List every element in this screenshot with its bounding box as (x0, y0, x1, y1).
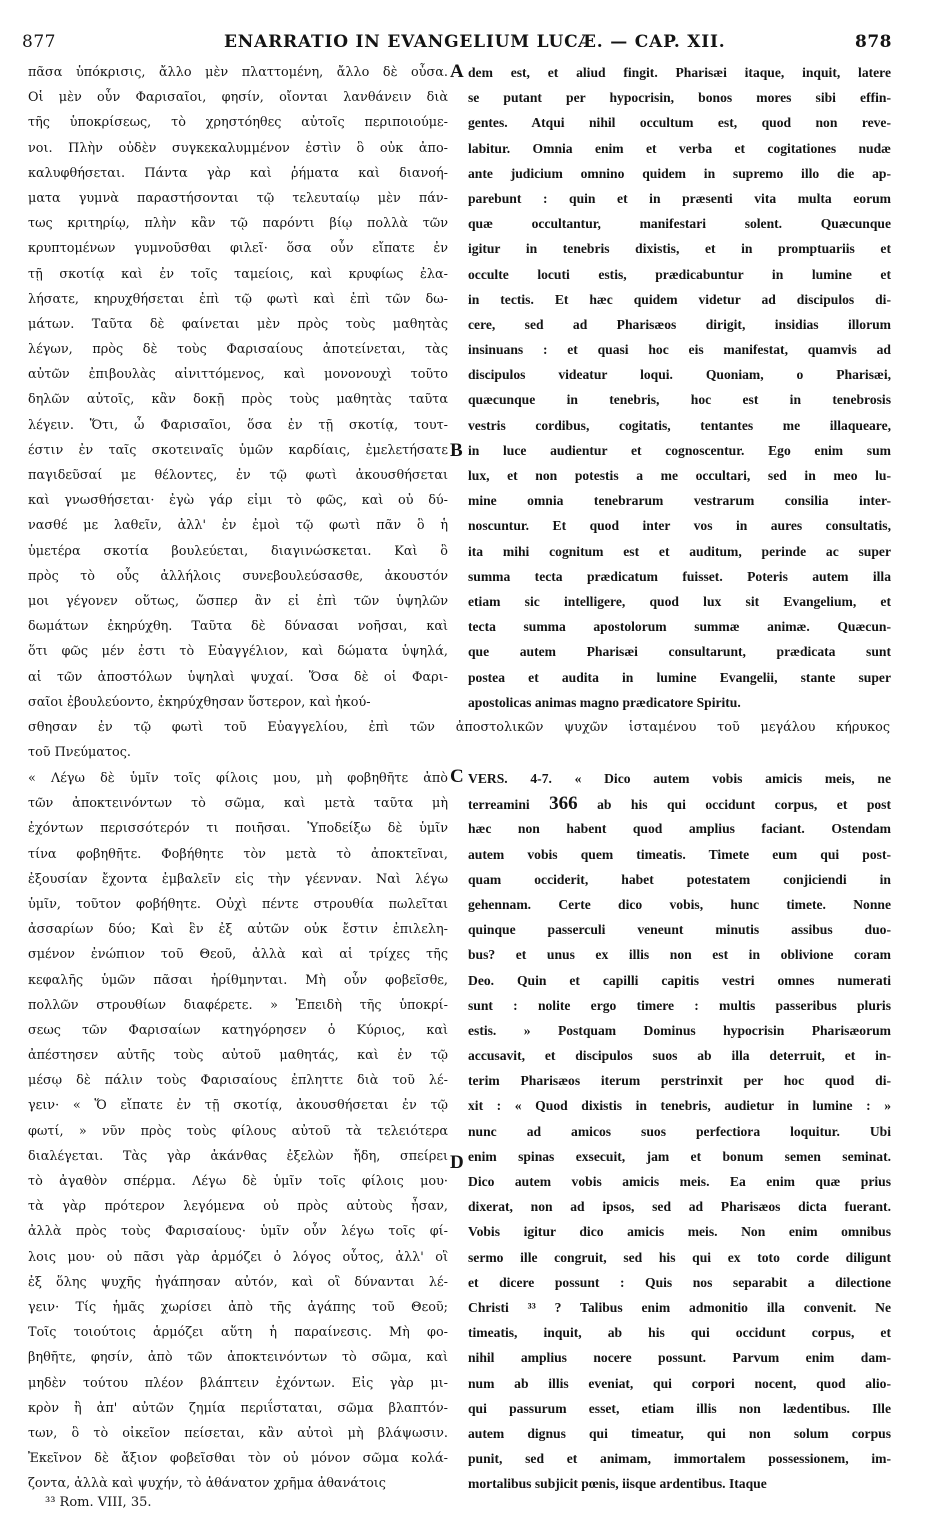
latin-top-line: insinuans : et quasi hoc eis manifestat, quamvis ad (468, 342, 891, 358)
greek-bottom-line: μέσῳ δὲ πάλιν τοὺς Φαρισαίους ἐπληττε διὰ τοῦ λέ- (28, 1073, 448, 1089)
greek-top-line: λήσατε, κηρυχθήσεται ἐπὶ τῷ φωτὶ καὶ ἐπὶ τῶν δω- (28, 291, 448, 307)
greek-bottom-line: ἐχόντων περισσότερόν τι ποιῆσαι. Ὑποδείξω δὲ ὑμῖν (28, 821, 448, 837)
inline-page-number: 366 (549, 793, 578, 815)
greek-top-line: Οἱ μὲν οὖν Φαρισαῖοι, φησίν, οἴονται λανθάνειν διὰ (28, 90, 448, 106)
latin-top-line: discipulos videatur loqui. Quoniam, o Pharisæi, (468, 367, 891, 383)
section-marker-b: B (450, 440, 463, 461)
latin-bottom-line: nihil amplius nocere possunt. Parvum enim dam- (468, 1350, 891, 1366)
latin-top-line: ita mihi cognitum est et auditum, perinde ac super (468, 543, 891, 559)
greek-top-line: λέγειν. Ὅτι, ὦ Φαρισαῖοι, ὅσα ἐν τῇ σκοτίᾳ, τουτ- (28, 417, 448, 433)
greek-bottom-line: τὸ ἀγαθὸν σπέρμα. Λέγω δὲ ὑμῖν τοῖς φίλοις μου· (28, 1174, 448, 1189)
greek-fullwidth (28, 715, 890, 765)
latin-top-line: tecta summa apostolorum summæ animæ. Quæcun- (468, 619, 891, 635)
greek-top-line: κρυπτομένων γυμνοῦσθαι φιλεῖ· ὅσα οὖν εἴπατε ἐν (28, 241, 448, 257)
greek-top-line: καλυφθήσεται. Πάντα γὰρ καὶ ῥήματα καὶ διανοή- (28, 165, 448, 181)
footnote: ³³ Rom. VIII, 35. (45, 1495, 152, 1510)
latin-bottom-line: sermo ille congruit, sed his qui ex toto corde diligunt (468, 1249, 891, 1265)
latin-bottom-line: sunt : nolite ergo timere : multis passeribus pluris (468, 997, 891, 1013)
latin-column-top (468, 60, 891, 715)
greek-top-line: νασθέ με λαθεῖν, ἀλλ' ἐν ἐμοὶ τῷ φωτὶ πᾶν ὃ ἡ (28, 518, 448, 534)
latin-bottom-line: quinque passerculi veneunt minutis assibus duo- (468, 922, 891, 938)
latin-bottom-line: bus? et unus ex illis non est in oblivione coram (468, 947, 891, 963)
greek-top-line: μοι γέγονεν οὕτως, ὥσπερ ἂν εἰ ἐπὶ τῶν ὑψηλῶν (28, 593, 448, 609)
latin-top-line: igitur in tenebris dixistis, et in promptuariis et (468, 241, 891, 257)
greek-top-line: λέγων, πρὸς δὲ τοὺς Φαρισαίους ἀποτείνεται, τὰς (28, 342, 448, 358)
latin-bottom-line: gehennam. Certe dico vobis, hunc timete. Nonne (468, 896, 891, 912)
latin-bottom-line: nunc ad amicos suos perfectiora loquitur. Ubi (468, 1123, 891, 1139)
latin-bottom-line: enim spinas exsecuit, jam et bonum semen seminat. (468, 1148, 891, 1164)
greek-top-line: τως κριτηρίῳ, πλὴν κἂν τῷ παρόντι βίῳ πολλὰ τῶν (28, 216, 448, 232)
greek-bottom-line: « Λέγω δὲ ὑμῖν τοῖς φίλοις μου, μὴ φοβηθῆτε ἀπὸ (28, 771, 448, 786)
greek-top-line: αἱ τῶν ἀποστόλων ὑψηλαὶ ψυχαί. Ὅσα δὲ οἱ Φαρι- (28, 669, 448, 685)
greek-bottom-line: τίνα φοβηθῆτε. Φοβήθητε τὸν μετὰ τὸ ἀποκτεῖναι, (28, 846, 448, 862)
latin-bottom-line: mortalibus subjicit pœnis, iisque ardentibus. Itaque (468, 1476, 767, 1492)
greek-bottom-line: ἀπέστησεν αὐτῆς τοὺς αὐτοῦ μαθητάς, καὶ ἐν τῷ (28, 1048, 448, 1064)
greek-bottom-line: τὰ γὰρ πρότερον λεγόμενα οὐ πρὸς αὐτοὺς ἦσαν, (28, 1199, 448, 1215)
greek-bottom-line: των, ὃ τὸ οἰκεῖον πείσεται, κἂν αὐτοὶ μὴ βλάψωσιν. (28, 1425, 448, 1441)
running-title: ENARRATIO IN EVANGELIUM LUCÆ. — CAP. XII. (224, 32, 726, 52)
latin-bottom-line: Dico autem vobis amicis meis. Ea enim quæ prius (468, 1174, 891, 1189)
latin-bottom-line: quam occiderit, habet potestatem conjiciendi in (468, 871, 891, 887)
latin-top-line: occulte locuti estis, prædicabuntur in lumine et (468, 266, 891, 282)
greek-bottom-line: ὑμῖν, τοῦτον φοβήθητε. Οὐχὶ πέντε στρουθία πωλεῖται (28, 896, 448, 912)
greek-top-line: δωμάτων ἐκηρύχθη. Ταῦτα δὲ δύνασαι νοῆσαι, καὶ (28, 619, 448, 635)
latin-bottom-line: timeatis, inquit, ab his qui occidunt corpus, et (468, 1325, 891, 1341)
greek-bottom-line: κρὸν ἢ ἀπ' αὐτῶν ζημία περιΐσταται, σῶμα βλαπτόν- (28, 1400, 448, 1416)
latin-top-line: vestris cordibus, cogitatis, tentantes me illaqueare, (468, 417, 891, 433)
section-marker-a: A (450, 61, 464, 82)
greek-bottom-line: ἀλλὰ πρὸς τοὺς Φαρισαίους· ὑμῖν οὖν λέγω τοῖς φί- (28, 1224, 448, 1240)
running-header (22, 32, 892, 58)
latin-bottom-line: accusavit, et discipulos suos ab illa deterruit, et in- (468, 1048, 891, 1064)
latin-top-line: etiam sic intelligere, quod lux sit Evangelium, et (468, 593, 891, 609)
latin-bottom-line: et dicere possunt : Quis nos separabit a dilectione (468, 1274, 891, 1290)
greek-top-line: ὑμετέρα σκοτία βουλεύεται, διαγινώσκεται. Καὶ ὃ (28, 543, 448, 559)
greek-fullwidth-line-2: τοῦ Πνεύματος. (28, 745, 131, 761)
latin-top-line: quæcunque in tenebris, hoc est in tenebrosis (468, 392, 891, 408)
latin-bottom-line: num ab illis eveniat, qui corpori nocent, quod alio- (468, 1375, 891, 1391)
greek-top-line: ὅτι φῶς μέν ἐστι τὸ Εὐαγγέλιον, καὶ δώματα ὑψηλά, (28, 644, 448, 660)
latin-bottom-line: Christi ³³ ? Talibus enim admonitio illa convenit. Ne (468, 1299, 891, 1315)
greek-column-top (28, 60, 448, 715)
latin-top-line: parebunt : quin et in præsenti vita multa eorum (468, 190, 891, 206)
greek-bottom-line: ἐξ ὅλης ψυχῆς ἠγάπησαν αὐτόν, καὶ οἳ δύνανται λέ- (28, 1274, 448, 1290)
greek-top-line: μάτων. Ταῦτα δὲ φαίνεται μὲν πρὸς τοὺς μαθητὰς (28, 316, 448, 332)
greek-bottom-line: βηθῆτε, φησίν, ἀπὸ τῶν ἀποκτεινόντων τὸ σῶμα, καὶ (28, 1350, 448, 1366)
greek-top-line: καὶ γνωσθήσεται· ἐγὼ γάρ εἰμι τὸ φῶς, καὶ οὐ δύ- (28, 493, 448, 509)
latin-bottom-line: dixerat, non ad ipsos, sed ad Pharisæos dicta fuerant. (468, 1199, 891, 1215)
latin-top-line: apostolicas animas magno prædicatore Spiritu. (468, 694, 741, 710)
greek-bottom-line: φωτί, » νῦν πρὸς τοὺς φίλους αὐτοῦ τὰ τελειότερα (28, 1123, 448, 1139)
greek-bottom-line: Τοῖς τοιούτοις ἁρμόζει αὕτη ἡ παραίνεσις. Μὴ φο- (28, 1325, 448, 1341)
greek-bottom-line: ζοντα, ἀλλὰ καὶ ψυχήν, τὸ ἀθάνατον χρῆμα ἀθανάτοις (28, 1476, 386, 1492)
latin-column-bottom (468, 766, 891, 1496)
greek-top-line: πρὸς τὸ οὖς ἀλλήλοις συνεβουλεύσασθε, ἀκουστόν (28, 568, 448, 584)
latin-bottom-line: xit : « Quod dixistis in tenebris, audietur in lumine : » (468, 1098, 891, 1114)
greek-top-line: σαῖοι ἐβουλεύοντο, ἐκηρύχθησαν ὕστερον, καὶ ἠκού- (28, 694, 371, 710)
latin-bottom-line: Deo. Quin et capilli capitis vestri omnes numerati (468, 972, 891, 988)
latin-top-line: ante judicium omnino quidem in supremo illo die ap- (468, 165, 891, 181)
greek-top-line: πᾶσα ὑπόκρισις, ἄλλο μὲν πλαττομένη, ἄλλο δὲ οὖσα. (28, 65, 448, 80)
greek-bottom-line: σμένον ἐνώπιον τοῦ Θεοῦ, ἀλλὰ καὶ αἱ τρίχες τῆς (28, 947, 448, 963)
greek-bottom-line: πολλῶν στρουθίων διαφέρετε. » Ἐπειδὴ τῆς ὑποκρί- (28, 997, 448, 1013)
latin-top-line: in luce audientur et cognoscentur. Ego enim sum (468, 442, 891, 458)
section-marker-d: D (450, 1152, 464, 1173)
latin-top-line: summa tecta prædicatum fuisset. Poteris autem illa (468, 568, 891, 584)
greek-top-line: τῆς ὑποκρίσεως, τὸ χρηστόηθες αὐτοῖς περιποιούμε- (28, 115, 448, 131)
latin-top-line: lux, et non potestis a me occultari, sed in meo lu- (468, 468, 891, 483)
latin-top-line: labitur. Omnia enim et verba et cogitationes nudæ (468, 140, 891, 156)
latin-bottom-line: terim Pharisæos iterum perstrinxit per hoc quod di- (468, 1073, 891, 1089)
latin-top-line: noscuntur. Et quod inter vos in aures consultatis, (468, 518, 891, 534)
latin-top-line: in tectis. Et hæc quidem videtur ad discipulos di- (468, 291, 891, 307)
latin-bottom-line: autem dignus qui timeatur, qui non solum corpus (468, 1425, 891, 1441)
latin-bottom-line: qui passurum esset, etiam illis non lædentibus. Ille (468, 1400, 891, 1416)
greek-bottom-line: ἐξουσίαν ἔχοντα ἐμβαλεῖν εἰς τὴν γέενναν. Ναὶ λέγω (28, 871, 448, 887)
latin-top-line: dem est, et aliud fingit. Pharisæi itaque, inquit, latere (468, 65, 891, 80)
latin-top-line: se putant per hypocrisin, bonos mores sibi effin- (468, 90, 891, 106)
latin-top-line: mine omnia tenebrarum vestrarum consilia inter- (468, 493, 891, 509)
greek-bottom-line: σεως τῶν Φαρισαίων κατηγόρησεν ὁ Κύριος, καὶ (28, 1022, 448, 1038)
latin-top-line: postea et audita in lumine Evangelii, stante super (468, 669, 891, 685)
latin-bottom-line: VERS. 4-7. « Dico autem vobis amicis meis, ne (468, 771, 891, 786)
greek-bottom-line: λοις μου· οὐ πᾶσι γὰρ ἁρμόζει ὁ λόγος οὗτος, ἀλλ' οἳ (28, 1249, 448, 1265)
latin-bottom-line: terreamini 366 ab his qui occidunt corpus, et post (468, 793, 891, 815)
greek-top-line: τῇ σκοτίᾳ καὶ ἐν τοῖς ταμείοις, καὶ κρυφίως ἐλα- (28, 266, 448, 282)
page-number-right: 878 (855, 32, 892, 52)
greek-bottom-line: ἀσσαρίων δύο; Καὶ ἓν ἐξ αὐτῶν οὐκ ἔστιν ἐπιλελη- (28, 922, 448, 938)
greek-bottom-line: τῶν ἀποκτεινόντων τὸ σῶμα, καὶ μετὰ ταῦτα μὴ (28, 796, 448, 812)
greek-bottom-line: κεφαλῆς ὑμῶν πᾶσαι ἠρίθμηνται. Μὴ οὖν φοβεῖσθε, (28, 972, 448, 988)
latin-top-line: cere, sed ad Pharisæos dirigit, insidias illorum (468, 316, 891, 332)
latin-bottom-line: hæc non habent quod amplius faciant. Ostendam (468, 821, 891, 837)
greek-column-bottom (28, 766, 448, 1496)
greek-top-line: παγιδεῦσαί με θέλοντες, ἐν τῷ φωτὶ ἀκουσθήσεται (28, 468, 448, 483)
latin-bottom-line: punit, sed et animam, immortalem possessionem, im- (468, 1451, 891, 1467)
greek-fullwidth-line-1: σθησαν ἐν τῷ φωτὶ τοῦ Εὐαγγελίου, ἐπὶ τῶν ἀποστολικῶν ψυχῶν ἱσταμένου τοῦ μεγάλου κήρυκος (28, 720, 890, 735)
latin-bottom-line: estis. » Postquam Dominus hypocrisin Pharisæorum (468, 1022, 891, 1038)
section-marker-c: C (450, 766, 464, 787)
greek-bottom-line: Ἐκεῖνον δὲ ἄξιον φοβεῖσθαι τὸν οὐ μόνον σῶμα κολά- (28, 1451, 448, 1467)
greek-top-line: έστιν ἐν ταῖς σκοτειναῖς ὑμῶν καρδίαις, ἐμελετήσατε (28, 442, 448, 458)
latin-bottom-line: autem vobis quem timeatis. Timete eum qui post- (468, 846, 891, 862)
greek-top-line: ματα γυμνὰ παραστήσονται τῷ τελευταίῳ μὲν πάν- (28, 190, 448, 206)
greek-top-line: νοι. Πλὴν οὐδὲν συγκεκαλυμμένον ἐστὶν ὃ οὐκ ἀπο- (28, 140, 448, 156)
greek-bottom-line: μηδὲν τούτου πλέον βλάπτειν ἐχόντων. Εἰς γὰρ μι- (28, 1375, 448, 1391)
greek-top-line: δηλῶν αὐτοῖς, κἂν δοκῇ πρὸς τοὺς μαθητὰς ταῦτα (28, 392, 448, 408)
latin-top-line: quæ occultantur, manifestari solent. Quæcunque (468, 216, 891, 232)
latin-bottom-line: Vobis igitur dico amicis meis. Non enim omnibus (468, 1224, 891, 1240)
greek-bottom-line: γειν· « Ὅ εἴπατε ἐν τῇ σκοτίᾳ, ἀκουσθήσεται ἐν τῷ (28, 1098, 448, 1114)
greek-bottom-line: γειν· Τίς ἡμᾶς χωρίσει ἀπὸ τῆς ἀγάπης τοῦ Θεοῦ; (28, 1299, 448, 1315)
greek-bottom-line: διαλέγεται. Τὰς γὰρ ἀκάνθας ἐξελὼν ἤδη, σπείρει (28, 1148, 448, 1164)
latin-top-line: gentes. Atqui nihil occultum est, quod non reve- (468, 115, 891, 131)
latin-top-line: que autem Pharisæi consultarunt, prædicata sunt (468, 644, 891, 660)
page-number-left: 877 (22, 32, 56, 52)
greek-top-line: αὐτῶν ἐπιβουλὰς αἰνιττόμενος, καὶ μονονουχὶ τοῦτο (28, 367, 448, 383)
